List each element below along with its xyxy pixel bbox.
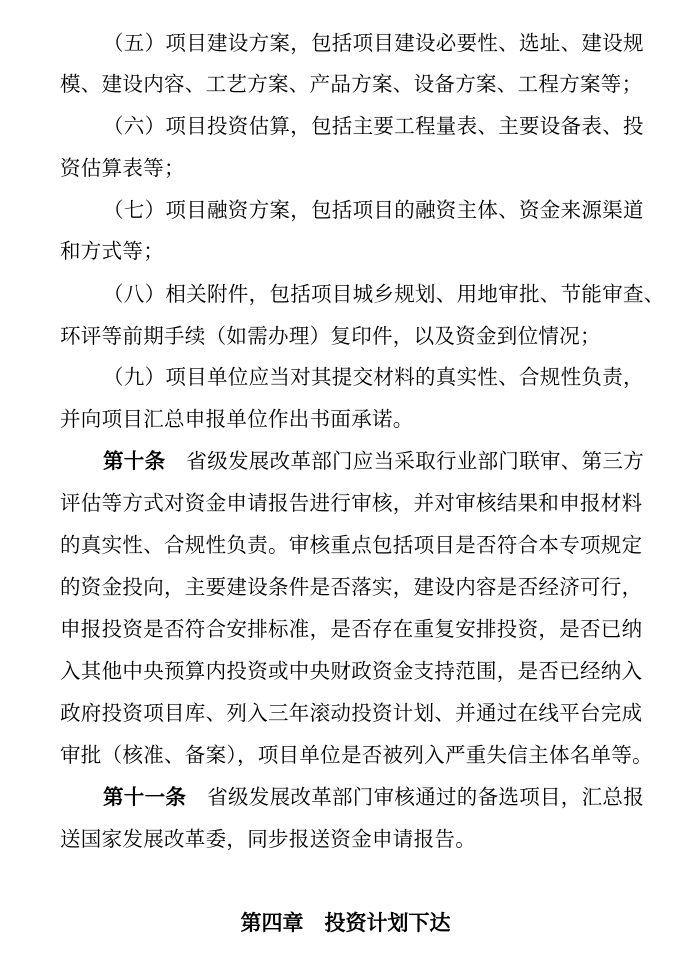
article-first-line (103, 440, 663, 482)
article-label: 第十条 (103, 449, 166, 473)
chapter-heading: 第四章 投资计划下达 (240, 911, 451, 935)
article-first-line-text: 省级发展改革部门应当采取行业部门联审、第三方 (186, 449, 645, 473)
text-line: 审批（核准、备案），项目单位是否被列入严重失信主体名单等。 (60, 743, 653, 767)
article-first-line-text: 省级发展改革部门审核通过的备选项目，汇总报 (207, 785, 645, 809)
text-line: 评估等方式对资金申请报告进行审核，并对审核结果和申报材料 (60, 491, 643, 515)
text-line: （八）相关附件，包括项目城乡规划、用地审批、节能审查、 (103, 282, 665, 306)
text-line: 入其他中央预算内投资或中央财政资金支持范围，是否已经纳入 (60, 659, 643, 683)
text-line: 和方式等； (60, 239, 164, 263)
article-first-line (103, 776, 663, 818)
text-line: 资估算表等； (60, 156, 185, 180)
text-line: （九）项目单位应当对其提交材料的真实性、合规性负责， (103, 365, 644, 389)
text-line: 的真实性、合规性负责。审核重点包括项目是否符合本专项规定 (60, 533, 643, 557)
text-line: （六）项目投资估算，包括主要工程量表、主要设备表、投 (103, 114, 644, 138)
text-line: 政府投资项目库、列入三年滚动投资计划、并通过在线平台完成 (60, 701, 643, 725)
text-line: （七）项目融资方案，包括项目的融资主体、资金来源渠道 (103, 198, 644, 222)
text-line: 模、建设内容、工艺方案、产品方案、设备方案、工程方案等； (60, 72, 643, 96)
text-line: 并向项目汇总申报单位作出书面承诺。 (60, 407, 414, 431)
text-line: 环评等前期手续（如需办理）复印件，以及资金到位情况； (60, 324, 601, 348)
text-line: 送国家发展改革委，同步报送资金申请报告。 (60, 827, 476, 851)
text-line: 的资金投向，主要建设条件是否落实，建设内容是否经济可行， (60, 575, 643, 599)
article-label: 第十一条 (103, 785, 187, 809)
text-line: （五）项目建设方案，包括项目建设必要性、选址、建设规 (103, 31, 644, 55)
text-line: 申报投资是否符合安排标准，是否存在重复安排投资，是否已纳 (60, 617, 643, 641)
